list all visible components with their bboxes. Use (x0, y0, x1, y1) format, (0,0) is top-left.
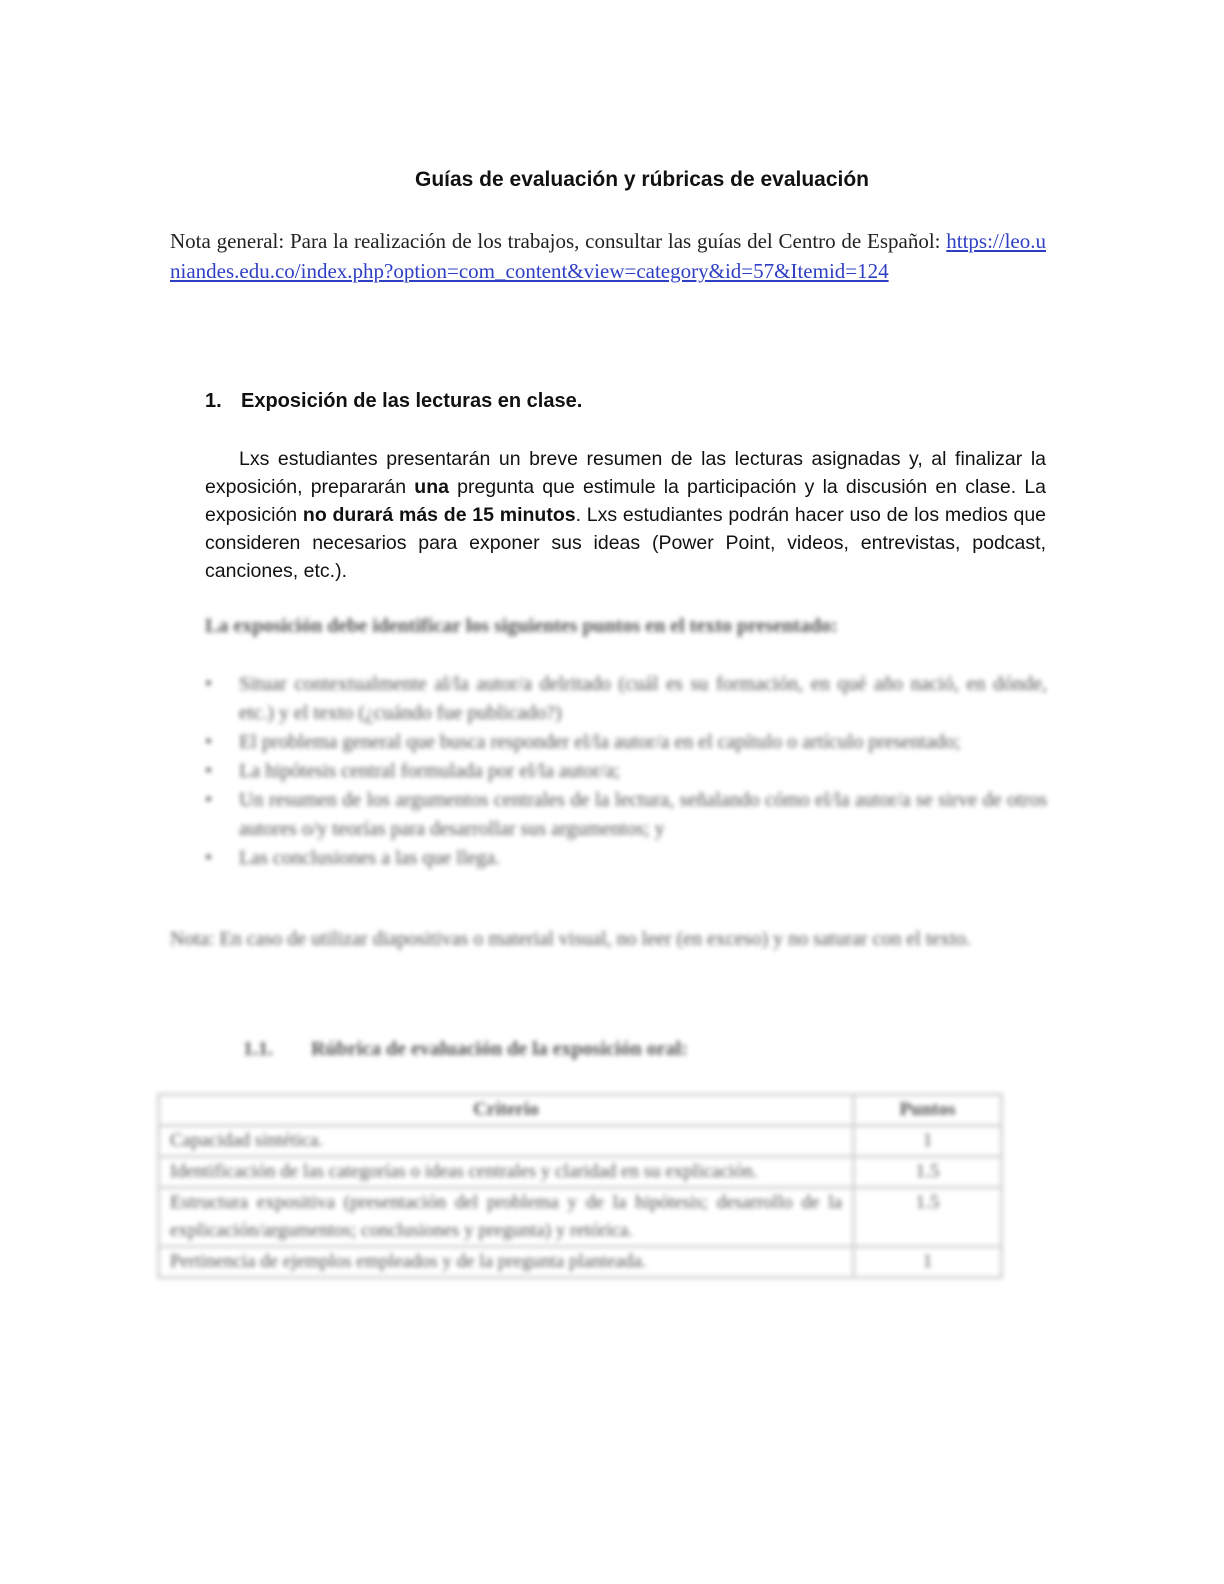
list-item: • Un resumen de los argumentos centrales de la lectura, señalando cómo el/la autor/a se sirve de otros autores o/y teorías para desarrollar sus argumentos; y (205, 786, 1047, 844)
criterion-cell: Estructura expositiva (presentación del problema y de la hipótesis; desarrollo de la explicación/argumentos; conclusiones y pregunta) y retórica. (159, 1188, 854, 1247)
criterion-cell: Pertinencia de ejemplos empleados y de la pregunta planteada. (159, 1247, 854, 1278)
rubric-table (157, 1093, 1003, 1279)
paragraph-part-2: pregunta que estimule la participación y la discusión en clase. La exposición (205, 476, 1047, 526)
criterion-cell: Capacidad sintética. (159, 1126, 854, 1157)
subsection-title: Rúbrica de evaluación de la exposición oral: (311, 1038, 688, 1060)
section-1-heading (205, 390, 582, 413)
list-item: • Situar contextualmente al/la autor/a delritado (cuál es su formación, en qué año nació, en dónde, etc.) y el texto (¿cuándo fue publicado?) (205, 670, 1047, 728)
general-note-text: Nota general: Para la realización de los trabajos, consultar las guías del Centro de Español: (170, 229, 941, 253)
points-cell: 1 (854, 1126, 1002, 1157)
section-1-title: Exposición de las lecturas en clase. (241, 390, 583, 412)
points-cell: 1 (854, 1247, 1002, 1278)
header-criterio: Criterio (159, 1095, 854, 1126)
points-cell: 1.5 (854, 1157, 1002, 1188)
general-note (170, 226, 1046, 286)
list-item: • Las conclusiones a las que llega. (205, 844, 1047, 873)
list-item: • La hipótesis central formulada por el/la autor/a; (205, 757, 1047, 786)
table-header-row (159, 1095, 1002, 1126)
table-row (159, 1126, 1002, 1157)
subsection-heading (243, 1038, 688, 1061)
page-title: Guías de evaluación y rúbricas de evaluación (414, 168, 870, 191)
criterion-cell: Identificación de las categorías o ideas centrales y claridad en su explicación. (159, 1157, 854, 1188)
list-item: • El problema general que busca responder el/la autor/a en el capítulo o artículo presentado; (205, 728, 1047, 757)
points-intro: La exposición debe identificar los siguientes puntos en el texto presentado: (205, 615, 838, 637)
subsection-number: 1.1. (243, 1038, 273, 1060)
header-puntos: Puntos (854, 1095, 1002, 1126)
visual-material-note: Nota: En caso de utilizar diapositivas o material visual, no leer (en exceso) y no saturar con el texto. (170, 928, 971, 950)
points-list (205, 670, 1047, 873)
paragraph-part-1: Lxs estudiantes presentarán un breve resumen de las lecturas asignadas y, al finalizar la exposición, prepararán (205, 448, 1046, 498)
table-row (159, 1247, 1002, 1278)
paragraph-bold-2: no durará más de 15 minutos (302, 504, 576, 526)
table-row (159, 1188, 1002, 1247)
points-cell: 1.5 (854, 1188, 1002, 1247)
table-row (159, 1157, 1002, 1188)
paragraph-part-3: . Lxs estudiantes podrán hacer uso de los medios que consideren necesarios para exponer sus ideas (Power Point, videos, entrevistas, podcast, canciones, etc.). (205, 504, 1047, 582)
section-1-paragraph (205, 445, 1046, 585)
centro-espanol-link[interactable]: https://leo.uniandes.edu.co/index.php?option=com_content&view=category&id=57&Itemid=124 (170, 229, 1046, 283)
section-1-number: 1. (205, 390, 222, 412)
paragraph-bold-1: una (414, 476, 449, 498)
